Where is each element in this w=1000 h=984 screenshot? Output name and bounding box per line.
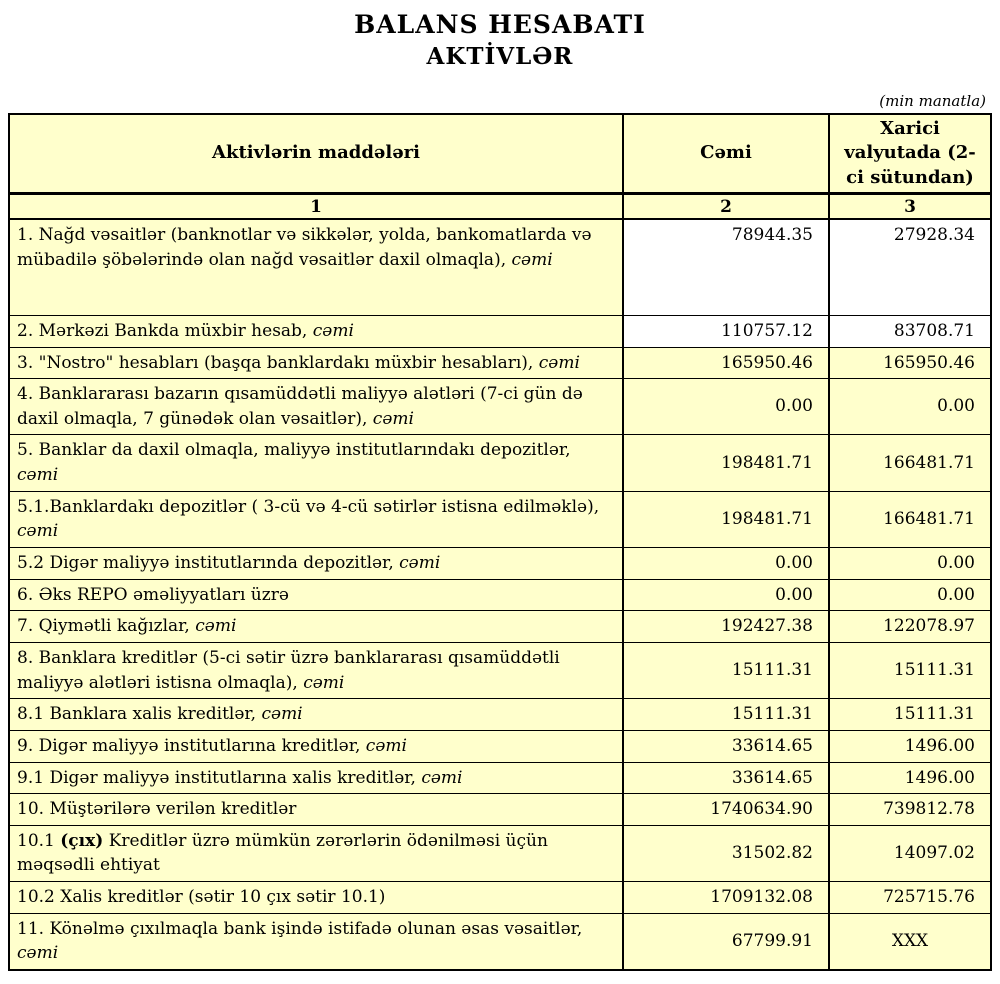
row-label [9, 611, 623, 643]
row-foreign-currency-value: 15111.31 [829, 642, 991, 698]
row-total-value: 0.00 [623, 379, 829, 435]
row-label-text: 10. Müştərilərə verilən kreditlər [17, 799, 297, 820]
row-label [9, 762, 623, 794]
row-foreign-currency-value: 1496.00 [829, 762, 991, 794]
row-foreign-currency-value: 166481.71 [829, 435, 991, 491]
row-label [9, 491, 623, 547]
table-row [9, 794, 991, 826]
table-row [9, 219, 991, 315]
row-foreign-currency-value: 27928.34 [829, 219, 991, 315]
table-row [9, 491, 991, 547]
row-label-italic-part: cəmi [399, 553, 441, 574]
table-row [9, 730, 991, 762]
col-header-foreign-currency: Xarici valyutada (2-ci sütundan) [829, 114, 991, 193]
column-number-2: 2 [623, 193, 829, 219]
row-label-italic-part: cəmi [312, 320, 354, 341]
col-header-items: Aktivlərin maddələri [9, 114, 623, 193]
row-label-italic-part: cəmi [261, 704, 303, 725]
row-label [9, 642, 623, 698]
row-label-italic-part: cəmi [17, 465, 59, 486]
row-label [9, 882, 623, 914]
row-total-value: 165950.46 [623, 347, 829, 379]
row-label-italic-part: cəmi [17, 943, 59, 964]
row-label [9, 730, 623, 762]
table-row [9, 882, 991, 914]
row-total-value: 78944.35 [623, 219, 829, 315]
row-label [9, 379, 623, 435]
unit-note: (min manatla) [879, 92, 986, 110]
row-total-value: 0.00 [623, 579, 829, 611]
row-label [9, 913, 623, 970]
row-label-italic-part: cəmi [421, 767, 463, 788]
row-label-text: 1. Nağd vəsaitlər (banknotlar və sikkələr, yolda, bankomatlarda və mübadilə şöbələrində olan nağd vəsaitlər daxil olmaqla), [17, 225, 592, 271]
row-label-text: 6. Əks REPO əməliyyatları üzrə [17, 584, 289, 605]
row-label-italic-part: cəmi [17, 521, 59, 542]
column-number-1: 1 [9, 193, 623, 219]
table-row [9, 579, 991, 611]
row-label [9, 548, 623, 580]
row-foreign-currency-value: 122078.97 [829, 611, 991, 643]
page-subtitle: AKTİVLƏR [426, 43, 574, 70]
table-body [9, 219, 991, 970]
row-label-text: 3. "Nostro" hesabları (başqa banklardakı müxbir hesabları), [17, 352, 539, 373]
row-foreign-currency-value: 15111.31 [829, 699, 991, 731]
row-label [9, 219, 623, 315]
row-label-text: 10.1 [17, 830, 61, 851]
row-label-text: 8.1 Banklara xalis kreditlər, [17, 704, 262, 725]
row-foreign-currency-value: 739812.78 [829, 794, 991, 826]
row-label-text: 9. Digər maliyyə institutlarına kreditlər, [17, 735, 366, 756]
row-label-text: 4. Banklararası bazarın qısamüddətli maliyyə alətləri (7-ci gün də daxil olmaqla, 7 günədək olan vəsaitlər), [17, 384, 583, 429]
row-foreign-currency-value: 1496.00 [829, 730, 991, 762]
table-row [9, 548, 991, 580]
row-foreign-currency-value: 14097.02 [829, 825, 991, 881]
row-total-value: 0.00 [623, 548, 829, 580]
row-total-value: 1740634.90 [623, 794, 829, 826]
row-total-value: 31502.82 [623, 825, 829, 881]
row-label-text: 5.2 Digər maliyyə institutlarında depozitlər, [17, 553, 400, 574]
row-label [9, 699, 623, 731]
row-foreign-currency-value: 0.00 [829, 579, 991, 611]
report-header [0, 0, 1000, 70]
col-header-total: Cəmi [623, 114, 829, 193]
row-label-text: Kreditlər üzrə mümkün zərərlərin ödənilməsi üçün məqsədli ehtiyat [17, 830, 548, 876]
row-label [9, 579, 623, 611]
row-foreign-currency-value: 0.00 [829, 379, 991, 435]
row-foreign-currency-value: 83708.71 [829, 315, 991, 347]
page-title: BALANS HESABATI [354, 10, 646, 39]
column-number-3: 3 [829, 193, 991, 219]
row-foreign-currency-value: 0.00 [829, 548, 991, 580]
table-row [9, 611, 991, 643]
row-total-value: 198481.71 [623, 435, 829, 491]
row-label-text: 9.1 Digər maliyyə institutlarına xalis kreditlər, [17, 767, 422, 788]
row-label [9, 435, 623, 491]
row-label [9, 794, 623, 826]
balance-sheet-table [8, 113, 992, 971]
row-label-italic-part: cəmi [303, 672, 345, 693]
column-number-row [9, 193, 991, 219]
row-label-bold-part: (çıx) [60, 830, 104, 851]
row-label-italic-part: cəmi [372, 408, 414, 429]
row-total-value: 15111.31 [623, 642, 829, 698]
table-row [9, 762, 991, 794]
row-label [9, 347, 623, 379]
table-row [9, 913, 991, 970]
row-label-text: 5. Banklar da daxil olmaqla, maliyyə institutlarındakı depozitlər, [17, 440, 571, 461]
row-total-value: 198481.71 [623, 491, 829, 547]
table-row [9, 642, 991, 698]
row-total-value: 1709132.08 [623, 882, 829, 914]
row-total-value: 33614.65 [623, 762, 829, 794]
table-row [9, 699, 991, 731]
row-foreign-currency-value: 165950.46 [829, 347, 991, 379]
table-row [9, 825, 991, 881]
row-total-value: 67799.91 [623, 913, 829, 970]
row-total-value: 15111.31 [623, 699, 829, 731]
row-foreign-currency-value: 166481.71 [829, 491, 991, 547]
row-label-text: 10.2 Xalis kreditlər (sətir 10 çıx sətir 10.1) [17, 887, 386, 908]
row-total-value: 33614.65 [623, 730, 829, 762]
table-row [9, 347, 991, 379]
row-label-text: 11. Könəlmə çıxılmaqla bank işində istifadə olunan əsas vəsaitlər, [17, 918, 583, 939]
table-header-row [9, 114, 991, 193]
row-total-value: 192427.38 [623, 611, 829, 643]
row-label-text: 8. Banklara kreditlər (5-ci sətir üzrə banklararası qısamüddətli maliyyə alətləri istisna olmaqla), [17, 647, 560, 693]
row-foreign-currency-value: XXX [829, 913, 991, 970]
row-label-italic-part: cəmi [538, 352, 580, 373]
row-label-italic-part: cəmi [511, 250, 553, 271]
table-row [9, 379, 991, 435]
row-label [9, 825, 623, 881]
table-row [9, 435, 991, 491]
row-label-italic-part: cəmi [365, 735, 407, 756]
row-label-text: 7. Qiymətli kağızlar, [17, 616, 196, 637]
row-label [9, 315, 623, 347]
row-foreign-currency-value: 725715.76 [829, 882, 991, 914]
row-total-value: 110757.12 [623, 315, 829, 347]
row-label-italic-part: cəmi [195, 616, 237, 637]
row-label-text: 5.1.Banklardakı depozitlər ( 3-cü və 4-cü sətirlər istisna edilməklə), [17, 496, 600, 517]
row-label-text: 2. Mərkəzi Bankda müxbir hesab, [17, 320, 313, 341]
table-row [9, 315, 991, 347]
